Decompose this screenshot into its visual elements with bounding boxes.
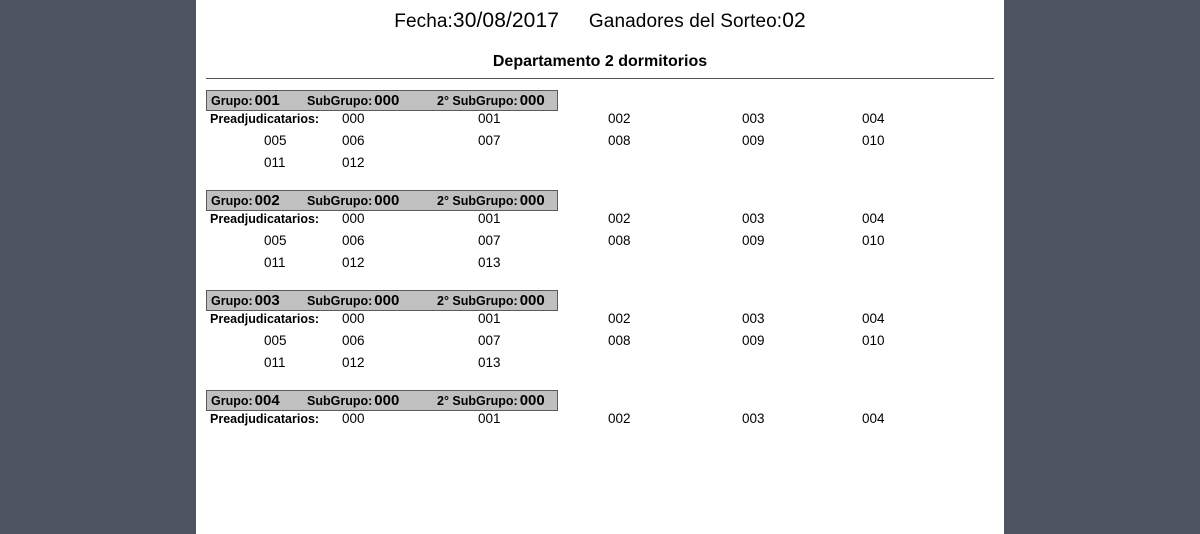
cell-value: 012 xyxy=(342,255,365,270)
cell-value: 011 xyxy=(264,155,286,170)
cell-value: 008 xyxy=(608,233,631,248)
grupo-label: Grupo: xyxy=(211,194,253,208)
subgrupo2-value: 000 xyxy=(519,192,545,209)
cell-value: 004 xyxy=(862,311,885,326)
cell-value: 007 xyxy=(478,333,501,348)
cell-value: 001 xyxy=(478,311,501,326)
group-header-grupo xyxy=(211,292,307,309)
groups-container xyxy=(196,90,1004,433)
group-header xyxy=(206,290,558,311)
title-divider xyxy=(206,78,994,79)
grupo-value: 003 xyxy=(254,292,280,309)
cell-value: 006 xyxy=(342,333,365,348)
table-row xyxy=(206,311,994,333)
subgrupo-label: SubGrupo: xyxy=(307,294,373,308)
table-row xyxy=(206,155,994,177)
cell-value: 003 xyxy=(742,111,765,126)
cell-value: 010 xyxy=(862,133,885,148)
cell-value: 005 xyxy=(264,233,287,248)
cell-value: 012 xyxy=(342,155,365,170)
group-header-grupo xyxy=(211,192,307,209)
cell-value: 002 xyxy=(608,111,631,126)
subgrupo2-label: 2° SubGrupo: xyxy=(437,394,518,408)
cell-value: 002 xyxy=(608,311,631,326)
group-header-grupo xyxy=(211,392,307,409)
cell-value: 002 xyxy=(608,211,631,226)
table-row xyxy=(206,211,994,233)
group-header-subgrupo xyxy=(307,192,437,209)
group-header xyxy=(206,390,558,411)
cell-value: 003 xyxy=(742,311,765,326)
group-header-subgrupo2 xyxy=(437,392,545,409)
group-header-subgrupo xyxy=(307,392,437,409)
cell-value: 005 xyxy=(264,333,287,348)
table-row xyxy=(206,133,994,155)
preadjudicatarios-label: Preadjudicatarios: xyxy=(210,412,320,426)
cell-value: 000 xyxy=(342,411,365,426)
cell-value: 010 xyxy=(862,233,885,248)
grupo-label: Grupo: xyxy=(211,94,253,108)
subgrupo-value: 000 xyxy=(374,92,400,109)
group-header-subgrupo2 xyxy=(437,92,545,109)
subgrupo-label: SubGrupo: xyxy=(307,194,373,208)
cell-value: 001 xyxy=(478,111,501,126)
winners-label: Ganadores del Sorteo: xyxy=(588,11,783,32)
cell-value: 009 xyxy=(742,233,765,248)
cell-value: 009 xyxy=(742,333,765,348)
cell-value: 000 xyxy=(342,211,365,226)
table-row xyxy=(206,333,994,355)
group-header xyxy=(206,90,558,111)
subgrupo2-value: 000 xyxy=(519,292,545,309)
grupo-value: 002 xyxy=(254,192,280,209)
group-header xyxy=(206,190,558,211)
cell-value: 002 xyxy=(608,411,631,426)
cell-value: 003 xyxy=(742,411,765,426)
subgrupo-value: 000 xyxy=(374,192,400,209)
subgrupo-label: SubGrupo: xyxy=(307,94,373,108)
cell-value: 011 xyxy=(264,255,286,270)
subgrupo-value: 000 xyxy=(374,392,400,409)
cell-value: 001 xyxy=(478,211,501,226)
subgrupo2-label: 2° SubGrupo: xyxy=(437,294,518,308)
cell-value: 012 xyxy=(342,355,365,370)
cell-value: 004 xyxy=(862,411,885,426)
table-row xyxy=(206,355,994,377)
cell-value: 005 xyxy=(264,133,287,148)
preadjudicatarios-label: Preadjudicatarios: xyxy=(210,312,320,326)
group-header-subgrupo2 xyxy=(437,192,545,209)
cell-value: 013 xyxy=(478,255,501,270)
grupo-value: 001 xyxy=(254,92,280,109)
cell-value: 004 xyxy=(862,111,885,126)
subgrupo2-value: 000 xyxy=(519,392,545,409)
group-header-subgrupo2 xyxy=(437,292,545,309)
table-row xyxy=(206,255,994,277)
cell-value: 011 xyxy=(264,355,286,370)
cell-value: 000 xyxy=(342,111,365,126)
cell-value: 009 xyxy=(742,133,765,148)
group-block xyxy=(206,390,994,433)
subgrupo-value: 000 xyxy=(374,292,400,309)
cell-value: 006 xyxy=(342,133,365,148)
table-row xyxy=(206,411,994,433)
grupo-label: Grupo: xyxy=(211,294,253,308)
cell-value: 003 xyxy=(742,211,765,226)
cell-value: 008 xyxy=(608,333,631,348)
cell-value: 010 xyxy=(862,333,885,348)
subgrupo2-label: 2° SubGrupo: xyxy=(437,194,518,208)
group-header-subgrupo xyxy=(307,292,437,309)
group-header-subgrupo xyxy=(307,92,437,109)
cell-value: 004 xyxy=(862,211,885,226)
cell-value: 007 xyxy=(478,133,501,148)
date-label: Fecha: xyxy=(394,11,453,32)
group-header-grupo xyxy=(211,92,307,109)
table-row xyxy=(206,111,994,133)
subgrupo2-value: 000 xyxy=(519,92,545,109)
preadjudicatarios-label: Preadjudicatarios: xyxy=(210,212,320,226)
cell-value: 013 xyxy=(478,355,501,370)
document-page xyxy=(196,0,1004,534)
group-block xyxy=(206,190,994,277)
grupo-label: Grupo: xyxy=(211,394,253,408)
group-block xyxy=(206,90,994,177)
table-row xyxy=(206,233,994,255)
grupo-value: 004 xyxy=(254,392,280,409)
cell-value: 008 xyxy=(608,133,631,148)
cell-value: 006 xyxy=(342,233,365,248)
cell-value: 001 xyxy=(478,411,501,426)
preadjudicatarios-label: Preadjudicatarios: xyxy=(210,112,320,126)
page-title: Departamento 2 dormitorios xyxy=(492,53,708,70)
cell-value: 000 xyxy=(342,311,365,326)
cell-value: 007 xyxy=(478,233,501,248)
date-value: 30/08/2017 xyxy=(452,9,560,32)
page-header xyxy=(196,0,1004,33)
winners-value: 02 xyxy=(782,9,806,32)
subgrupo2-label: 2° SubGrupo: xyxy=(437,94,518,108)
subgrupo-label: SubGrupo: xyxy=(307,394,373,408)
group-block xyxy=(206,290,994,377)
